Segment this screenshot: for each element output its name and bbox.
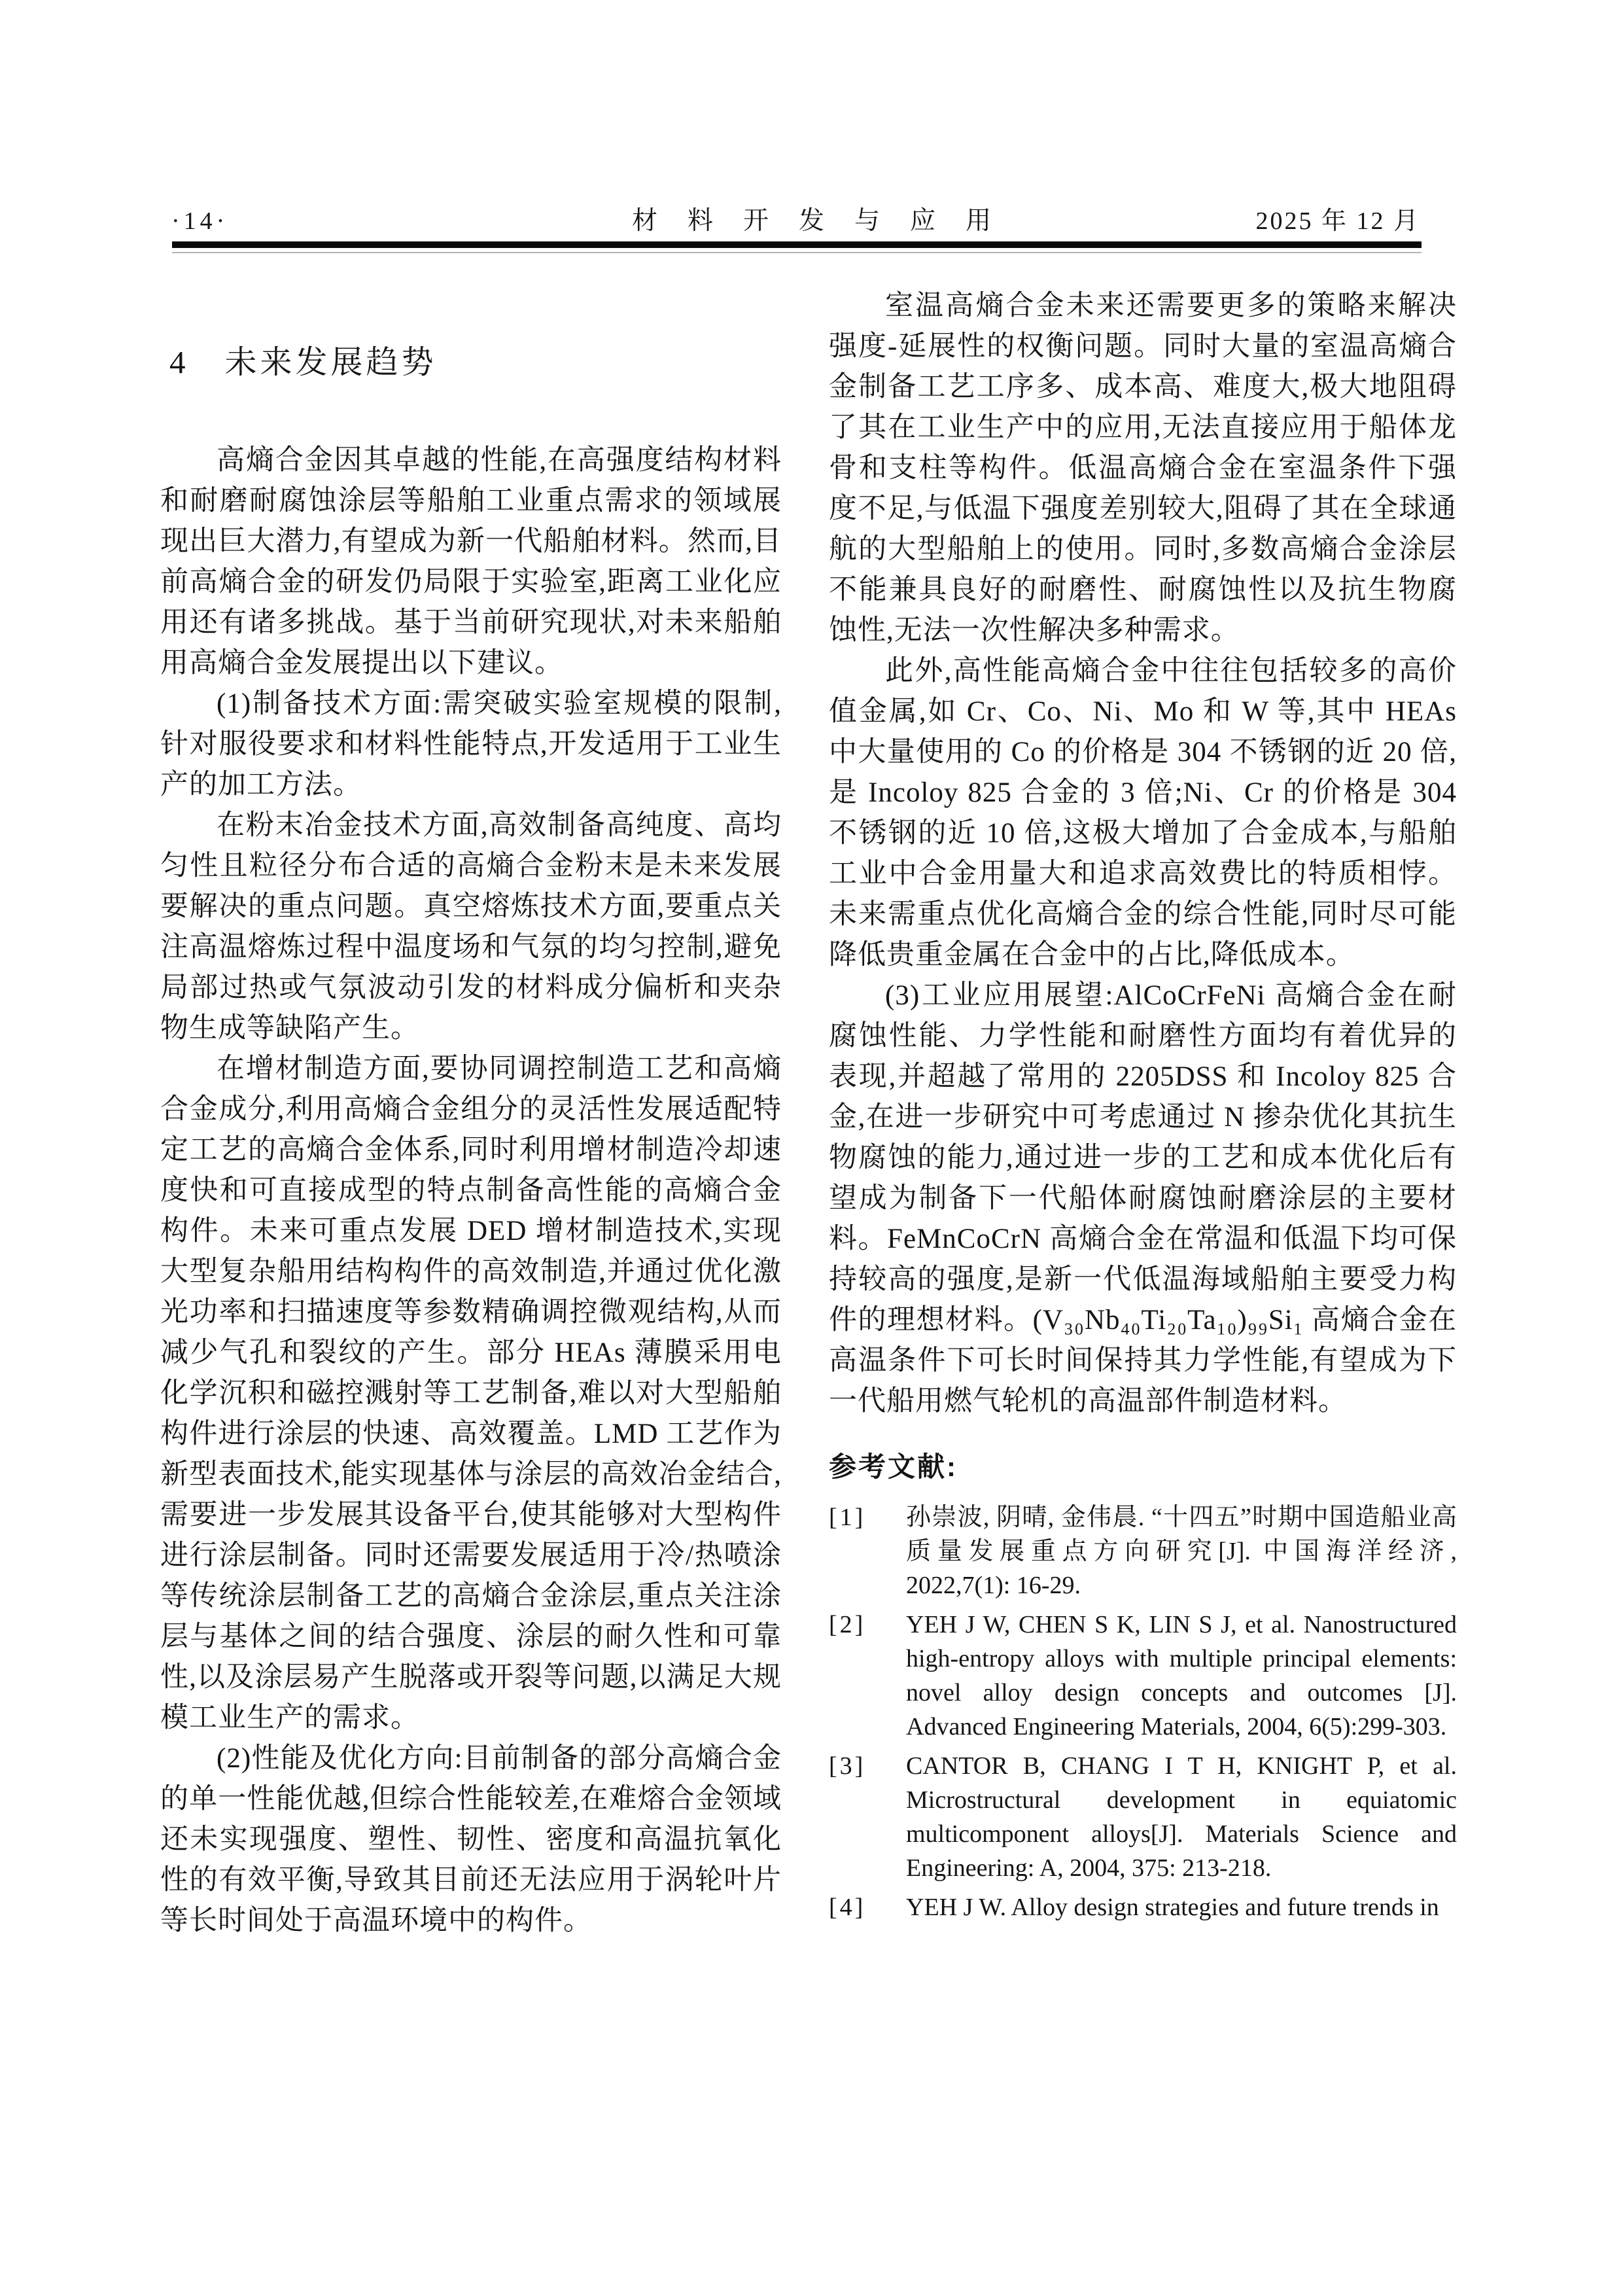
paragraph: 在粉末冶金技术方面,高效制备高纯度、高均匀性且粒径分布合适的高熵合金粉末是未来发展要解决的重点问题。真空熔炼技术方面,要重点关注高温熔炼过程中温度场和气氛的均匀控制,避免局部过热或气氛波动引发的材料成分偏析和夹杂物生成等缺陷产生。 xyxy=(160,810,782,1044)
reference-text: YEH J W, CHEN S K, LIN S J, et al. Nanostructured high-entropy alloys with multiple principal elements: novel alloy design concepts and outcomes [J]. Advanced Engineering Materials, 2004, 6(5):299-303. xyxy=(906,1611,1457,1740)
journal-title: 材料开发与应用 xyxy=(631,207,1021,235)
paragraph: 室温高熵合金未来还需要更多的策略来解决强度-延展性的权衡问题。同时大量的室温高熵合金制备工艺工序多、成本高、难度大,极大地阻碍了其在工业生产中的应用,无法直接应用于船体龙骨和支柱等构件。低温高熵合金在室温条件下强度不足,与低温下强度差别较大,阻碍了其在全球通航的大型船舶上的使用。同时,多数高熵合金涂层不能兼具良好的耐磨性、耐腐蚀性以及抗生物腐蚀性,无法一次性解决多种需求。 xyxy=(829,291,1457,646)
paragraph: 在增材制造方面,要协同调控制造工艺和高熵合金成分,利用高熵合金组分的灵活性发展适配特定工艺的高熵合金体系,同时利用增材制造冷却速度快和可直接成型的特点制备高性能的高熵合金构件。未来可重点发展 DED 增材制造技术,实现大型复杂船用结构构件的高效制造,并通过优化激光功率和扫描速度等参数精确调控微观结构,从而减少气孔和裂纹的产生。部分 HEAs 薄膜采用电化学沉积和磁控溅射等工艺制备,难以对大型船舶构件进行涂层的快速、高效覆盖。LMD 工艺作为新型表面技术,能实现基体与涂层的高效冶金结合,需要进一步发展其设备平台,使其能够对大型构件进行涂层制备。同时还需要发展适用于冷/热喷涂等传统涂层制备工艺的高熵合金涂层,重点关注涂层与基体之间的结合强度、涂层的耐久性和可靠性,以及涂层易产生脱落或开裂等问题,以满足大规模工业生产的需求。 xyxy=(160,1053,782,1733)
reference-text: CANTOR B, CHANG I T H, KNIGHT P, et al. Microstructural development in equiatomic multicomponent alloys[J]. Materials Science and Engineering: A, 2004, 375: 213-218. xyxy=(906,1752,1457,1882)
section-title: 未来发展趋势 xyxy=(224,344,437,380)
reference-item xyxy=(829,1890,1457,1924)
paragraph: (1)制备技术方面:需突破实验室规模的限制,针对服役要求和材料性能特点,开发适用于工业生产的加工方法。 xyxy=(160,688,782,800)
right-column xyxy=(829,286,1457,1930)
section-heading xyxy=(169,337,782,383)
reference-marker: [3] xyxy=(829,1752,866,1780)
paragraph: (3)工业应用展望:AlCoCrFeNi 高熵合金在耐腐蚀性能、力学性能和耐磨性方面均有着优异的表现,并超越了常用的 2205DSS 和 Incoloy 825 合金,在进一步研究中可考虑通过 N 掺杂优化其抗生物腐蚀的能力,通过进一步的工艺和成本优化后有望成为制备下一代船体耐腐蚀耐磨涂层的主要材料。FeMnCoCrN 高熵合金在常温和低温下均可保持较高的强度,是新一代低温海域船舶主要受力构件的理想材料。(V₃₀Nb₄₀Ti₂₀Ta₁₀)₉₉Si₁ 高熵合金在高温条件下可长时间保持其力学性能,有望成为下一代船用燃气轮机的高温部件制造材料。 xyxy=(829,980,1457,1417)
left-column xyxy=(160,275,782,1941)
header-rule-thin xyxy=(172,252,1422,253)
section-number: 4 xyxy=(169,344,187,380)
reference-text: YEH J W. Alloy design strategies and future trends in xyxy=(906,1894,1439,1921)
reference-marker: [4] xyxy=(829,1894,866,1921)
reference-item xyxy=(829,1749,1457,1885)
paragraph: 高熵合金因其卓越的性能,在高强度结构材料和耐磨耐腐蚀涂层等船舶工业重点需求的领域展现出巨大潜力,有望成为新一代船舶材料。然而,目前高熵合金的研发仍局限于实验室,距离工业化应用还有诸多挑战。基于当前研究现状,对未来船舶用高熵合金发展提出以下建议。 xyxy=(160,445,782,679)
running-head xyxy=(164,200,1459,237)
reference-marker: [1] xyxy=(829,1504,866,1531)
paragraph: (2)性能及优化方向:目前制备的部分高熵合金的单一性能优越,但综合性能较差,在难熔合金领域还未实现强度、塑性、韧性、密度和高温抗氧化性的有效平衡,导致其目前还无法应用于涡轮叶片等长时间处于高温环境中的构件。 xyxy=(160,1743,782,1936)
reference-item xyxy=(829,1500,1457,1602)
reference-text: 孙崇波, 阴晴, 金伟晨. “十四五”时期中国造船业高质量发展重点方向研究[J]. 中国海洋经济, 2022,7(1): 16-29. xyxy=(906,1504,1457,1599)
paragraph: 此外,高性能高熵合金中往往包括较多的高价值金属,如 Cr、Co、Ni、Mo 和 W 等,其中 HEAs 中大量使用的 Co 的价格是 304 不锈钢的近 20 倍,是 Incoloy 825 合金的 3 倍;Ni、Cr 的价格是 304 不锈钢的近 10 倍,这极大增加了合金成本,与船舶工业中合金用量大和追求高效费比的特质相悖。未来需重点优化高熵合金的综合性能,同时尽可能降低贵重金属在合金中的占比,降低成本。 xyxy=(829,656,1457,970)
reference-item xyxy=(829,1608,1457,1744)
header-rule-thick xyxy=(172,241,1422,248)
reference-marker: [2] xyxy=(829,1611,866,1638)
page-number: ·14· xyxy=(171,207,229,235)
issue-date: 2025 年 12 月 xyxy=(1255,207,1420,235)
references-heading: 参考文献: xyxy=(829,1451,958,1482)
